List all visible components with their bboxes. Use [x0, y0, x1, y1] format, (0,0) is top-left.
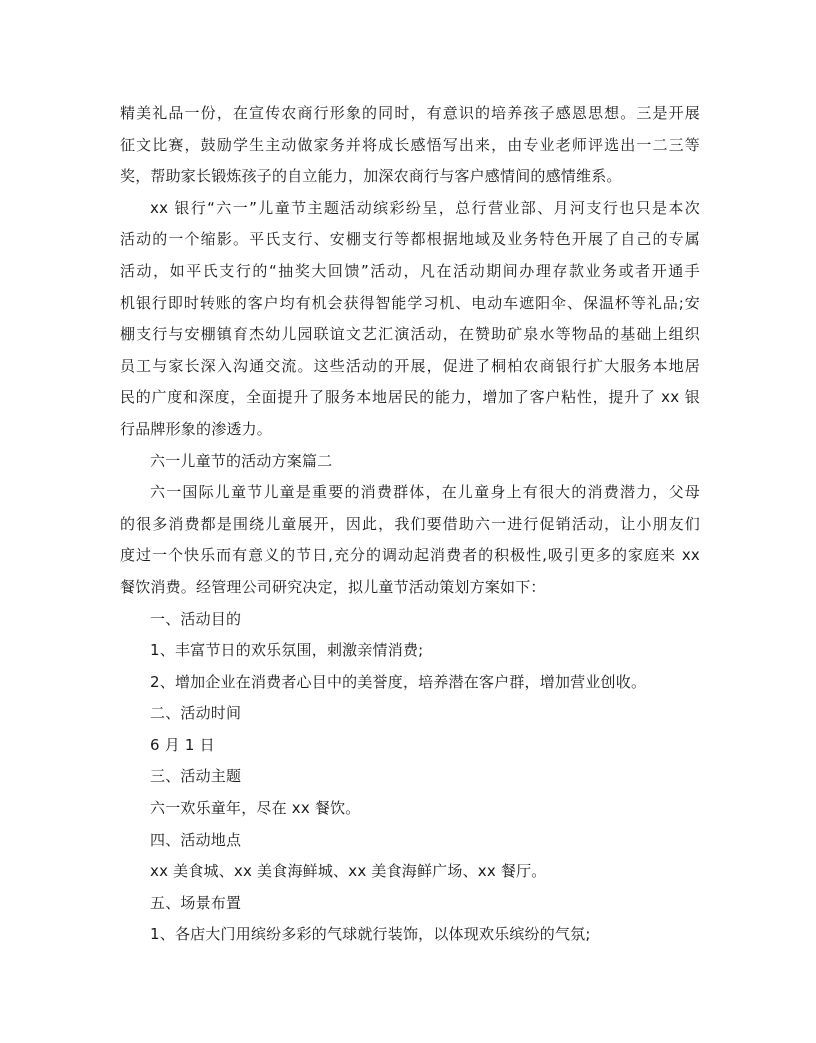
text-line: 一、活动目的: [150, 609, 242, 628]
text-line: 六一国际儿童节儿童是重要的消费群体，在儿童身上有很大的消费潜力，父母: [150, 483, 700, 502]
text-line: 6 月 1 日: [150, 735, 215, 754]
text-line: 活动的一个缩影。平氏支行、安棚支行等都根据地域及业务特色开展了自己的专属: [120, 230, 700, 249]
text-line: 员工与家长深入沟通交流。这些活动的开展，促进了桐柏农商银行扩大服务本地居: [120, 356, 700, 375]
text-line: 六一儿童节的活动方案篇二: [150, 451, 333, 470]
text-line: 征文比赛，鼓励学生主动做家务并将成长感悟写出来，由专业老师评选出一二三等: [120, 135, 700, 154]
text-line: 五、场景布置: [150, 893, 242, 912]
text-line: xx 美食城、xx 美食海鲜城、xx 美食海鲜广场、xx 餐厅。: [150, 862, 547, 881]
text-line: 活动，如平氏支行的“抽奖大回馈”活动，凡在活动期间办理存款业务或者开通手: [120, 261, 700, 280]
text-line: 民的广度和深度，全面提升了服务本地居民的能力，增加了客户粘性，提升了 xx 银: [120, 388, 700, 407]
text-line: xx 银行“六一”儿童节主题活动缤彩纷呈，总行营业部、月河支行也只是本次: [150, 198, 700, 217]
text-line: 1、丰富节日的欢乐氛围，刺激亲情消费;: [150, 641, 424, 660]
text-line: 二、活动时间: [150, 704, 242, 723]
text-line: 机银行即时转账的客户均有机会获得智能学习机、电动车遮阳伞、保温杯等礼品;安: [120, 293, 700, 312]
text-line: 奖，帮助家长锻炼孩子的自立能力，加深农商行与客户感情间的感情维系。: [120, 167, 622, 186]
text-line: 餐饮消费。经管理公司研究决定，拟儿童节活动策划方案如下：: [120, 577, 546, 596]
text-line: 1、各店大门用缤纷多彩的气球就行装饰，以体现欢乐缤纷的气氛;: [150, 925, 591, 944]
text-line: 三、活动主题: [150, 767, 242, 786]
text-line: 度过一个快乐而有意义的节日,充分的调动起消费者的积极性,吸引更多的家庭来 xx: [120, 546, 700, 565]
text-line: 棚支行与安棚镇育杰幼儿园联谊文艺汇演活动，在赞助矿泉水等物品的基础上组织: [120, 325, 700, 344]
text-line: 四、活动地点: [150, 830, 242, 849]
text-line: 的很多消费都是围绕儿童展开，因此，我们要借助六一进行促销活动，让小朋友们: [120, 514, 700, 533]
text-line: 行品牌形象的渗透力。: [120, 419, 273, 438]
text-line: 2、增加企业在消费者心目中的美誉度，培养潜在客户群，增加营业创收。: [150, 672, 647, 691]
document-body: [120, 98, 700, 951]
text-line: 精美礼品一份，在宣传农商行形象的同时，有意识的培养孩子感恩思想。三是开展: [120, 104, 700, 122]
text-line: 六一欢乐童年，尽在 xx 餐饮。: [150, 799, 361, 818]
